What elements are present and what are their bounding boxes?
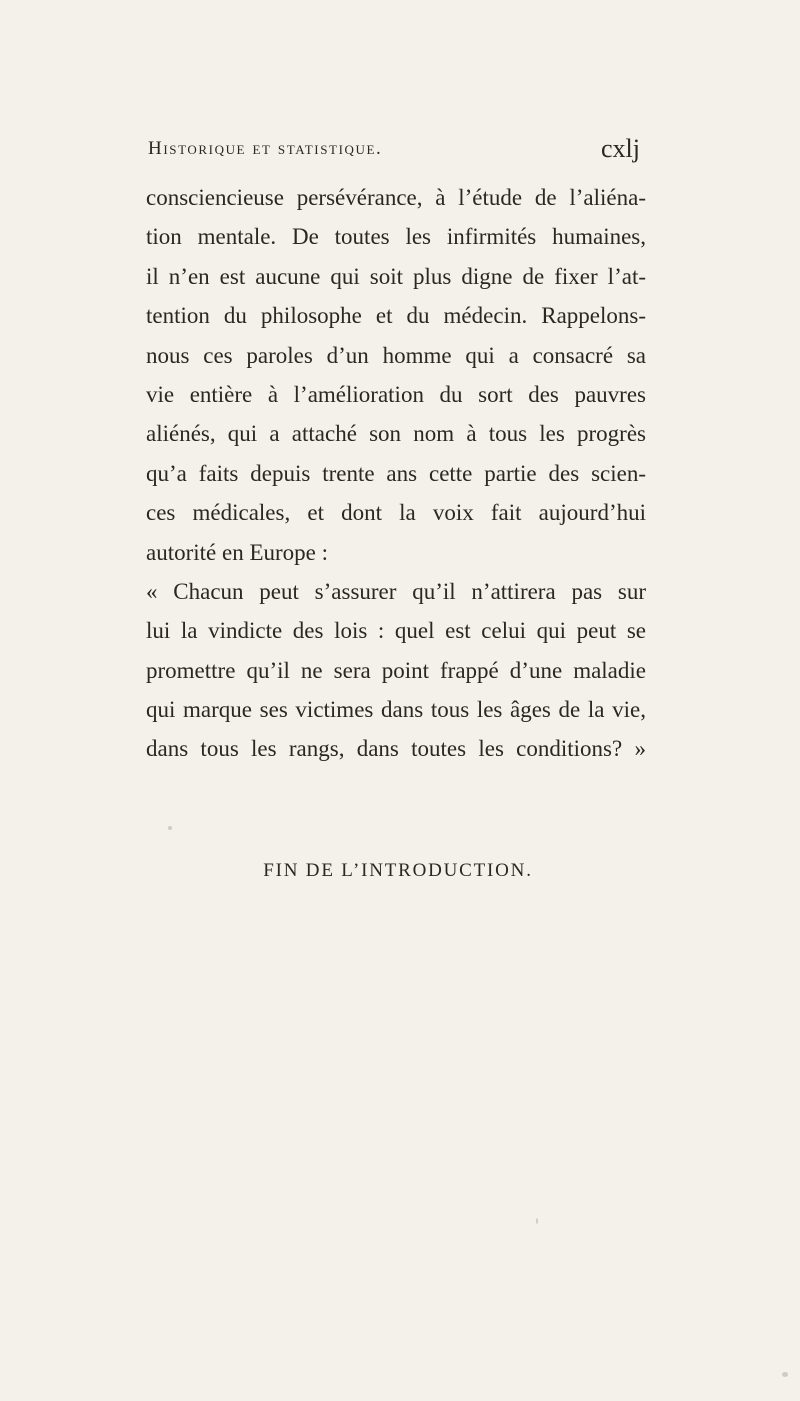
paper-speck [168,826,172,830]
running-head [148,134,640,174]
running-title: Historique et statistique. [148,138,383,159]
paper-speck [782,1372,788,1377]
text-line: consciencieuse persévérance, à l’étude de l’aliéna- [146,185,646,210]
quote-line: lui la vindicte des lois : quel est celui qui peut se [146,618,646,644]
text-line: autorité en Europe : [146,539,329,565]
quote-line: « Chacun peut s’assurer qu’il n’attirera pas sur [146,578,646,604]
text-line: vie entière à l’amélioration du sort des pauvres [146,381,646,407]
text-line: tion mentale. De toutes les infirmités humaines, [146,224,646,250]
quote-line: promettre qu’il ne sera point frappé d’une maladie [146,657,646,683]
text-line: qu’a faits depuis trente ans cette partie des scien- [146,460,646,486]
text-line: il n’en est aucune qui soit plus digne de fixer l’at- [146,263,646,289]
paper-speck [536,1218,538,1224]
body-text [146,178,646,769]
quote-line: qui marque ses victimes dans tous les âges de la vie, [146,697,646,723]
text-line: ces médicales, et dont la voix fait aujourd’hui [146,500,646,526]
text-line: nous ces paroles d’un homme qui a consacré sa [146,342,646,368]
quote-line: dans tous les rangs, dans toutes les conditions? » [146,736,646,762]
end-note-text: FIN DE L’INTRODUCTION. [263,860,533,881]
text-line: aliénés, qui a attaché son nom à tous les progrès [146,421,646,447]
page-number: cxlj [601,134,640,163]
text-line: tention du philosophe et du médecin. Rappelons- [146,303,646,329]
end-of-introduction-note [0,860,800,882]
